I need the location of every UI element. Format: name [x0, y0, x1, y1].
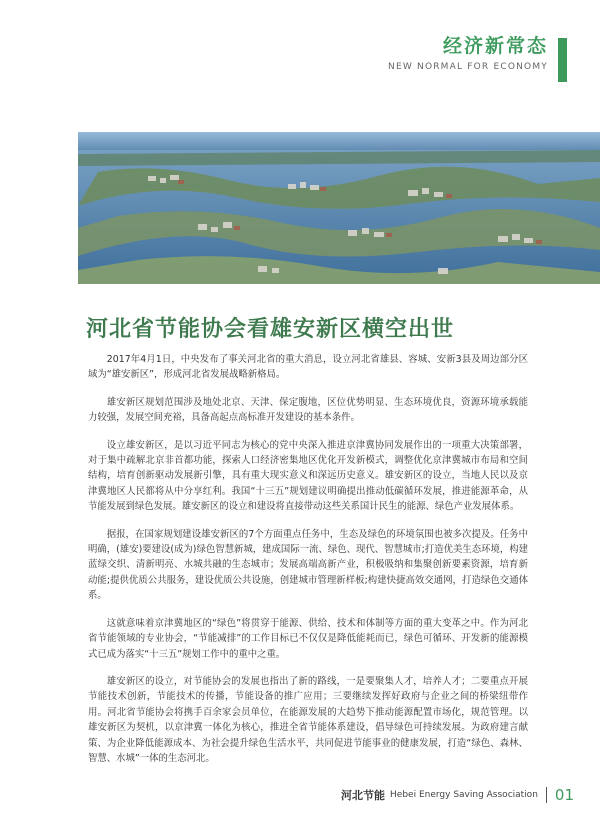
footer-brand-en: Hebei Energy Saving Association [390, 790, 538, 800]
section-title-en: NEW NORMAL FOR ECONOMY [388, 62, 548, 72]
page-footer [341, 786, 574, 804]
aerial-photo [78, 132, 600, 284]
paragraph: 2017年4月1日，中央发布了事关河北省的重大消息，设立河北省雄县、容城、安新3县及周边部分区域为“雄安新区”，形成河北省发展战略新格局。 [88, 354, 528, 381]
paragraph: 据报，在国家规划建设雄安新区的7个方面重点任务中，生态及绿色的环境氛围也被多次提及。任务中明确，(雄安)要建设(成为)绿色智慧新城，建成国际一流、绿色、现代、智慧城市;打造优美生态环境，构建蓝绿交织、清新明亮、水城共融的生态城市；发展高端高新产业，积极吸纳和集聚创新要素资源，培育新动能;提供优质公共服务，建设优质公共设施，创建城市管理新样板;构建快捷高效交通网，打造绿色交通体系。 [88, 528, 528, 602]
section-accent-bar [558, 38, 567, 82]
page-number: 01 [554, 786, 574, 804]
section-header [388, 34, 548, 72]
paragraph: 这就意味着京津冀地区的“绿色”将贯穿于能源、供给、技术和体制等方面的重大变革之中。作为河北省节能领域的专业协会，“节能减排”的工作目标已不仅仅是降低能耗而已，绿色可循环、开发新的能源模式已成为落实“十三五”规划工作中的重中之重。 [88, 617, 528, 660]
paragraph: 设立雄安新区，是以习近平同志为核心的党中央深入推进京津冀协同发展作出的一项重大决策部署，对于集中疏解北京非首都功能，探索人口经济密集地区优化开发新模式，调整优化京津冀城市布局和空间结构，培育创新驱动发展新引擎，具有重大现实意义和深远历史意义。雄安新区的设立，当地人民以及京津冀地区人民都将从中分享红利。我国“十三五”规划建议明确提出推动低碳循环发展，推进能源革命，从节能发展到绿色发展。雄安新区的设立和建设将直接带动这些关系国计民生的能源、绿色产业发展体系。 [88, 439, 528, 513]
footer-divider [546, 787, 547, 803]
footer-brand-zh: 河北节能 [341, 789, 386, 802]
aerial-photo-icon [78, 132, 600, 284]
paragraph: 雄安新区的设立，对节能协会的发展也指出了新的路线，一是要聚集人才，培养人才；二要重点开展节能技术创新，节能技术的传播，节能设备的推广应用；三要继续发挥好政府与企业之间的桥梁纽带作用。河北省节能协会将携手百余家会员单位，在能源发展的大趋势下推动能源配置市场化，规范管理。以雄安新区为契机，以京津冀一体化为核心，推进全省节能体系建设，倡导绿色可持续发展。为政府建言献策、为企业降低能源成本、为社会提升绿色生活水平，共同促进节能事业的健康发展，打造“绿色、森林、智慧、水城”一体的生态河北。 [88, 675, 528, 764]
section-title-zh: 经济新常态 [442, 35, 548, 57]
article-body [88, 352, 528, 778]
article-title: 河北省节能协会看雄安新区横空出世 [86, 317, 455, 342]
paragraph: 雄安新区规划范围涉及地处北京、天津、保定腹地，区位优势明显、生态环境优良，资源环境承载能力较强，发展空间充裕，具备高起点高标准开发建设的基本条件。 [88, 396, 528, 424]
